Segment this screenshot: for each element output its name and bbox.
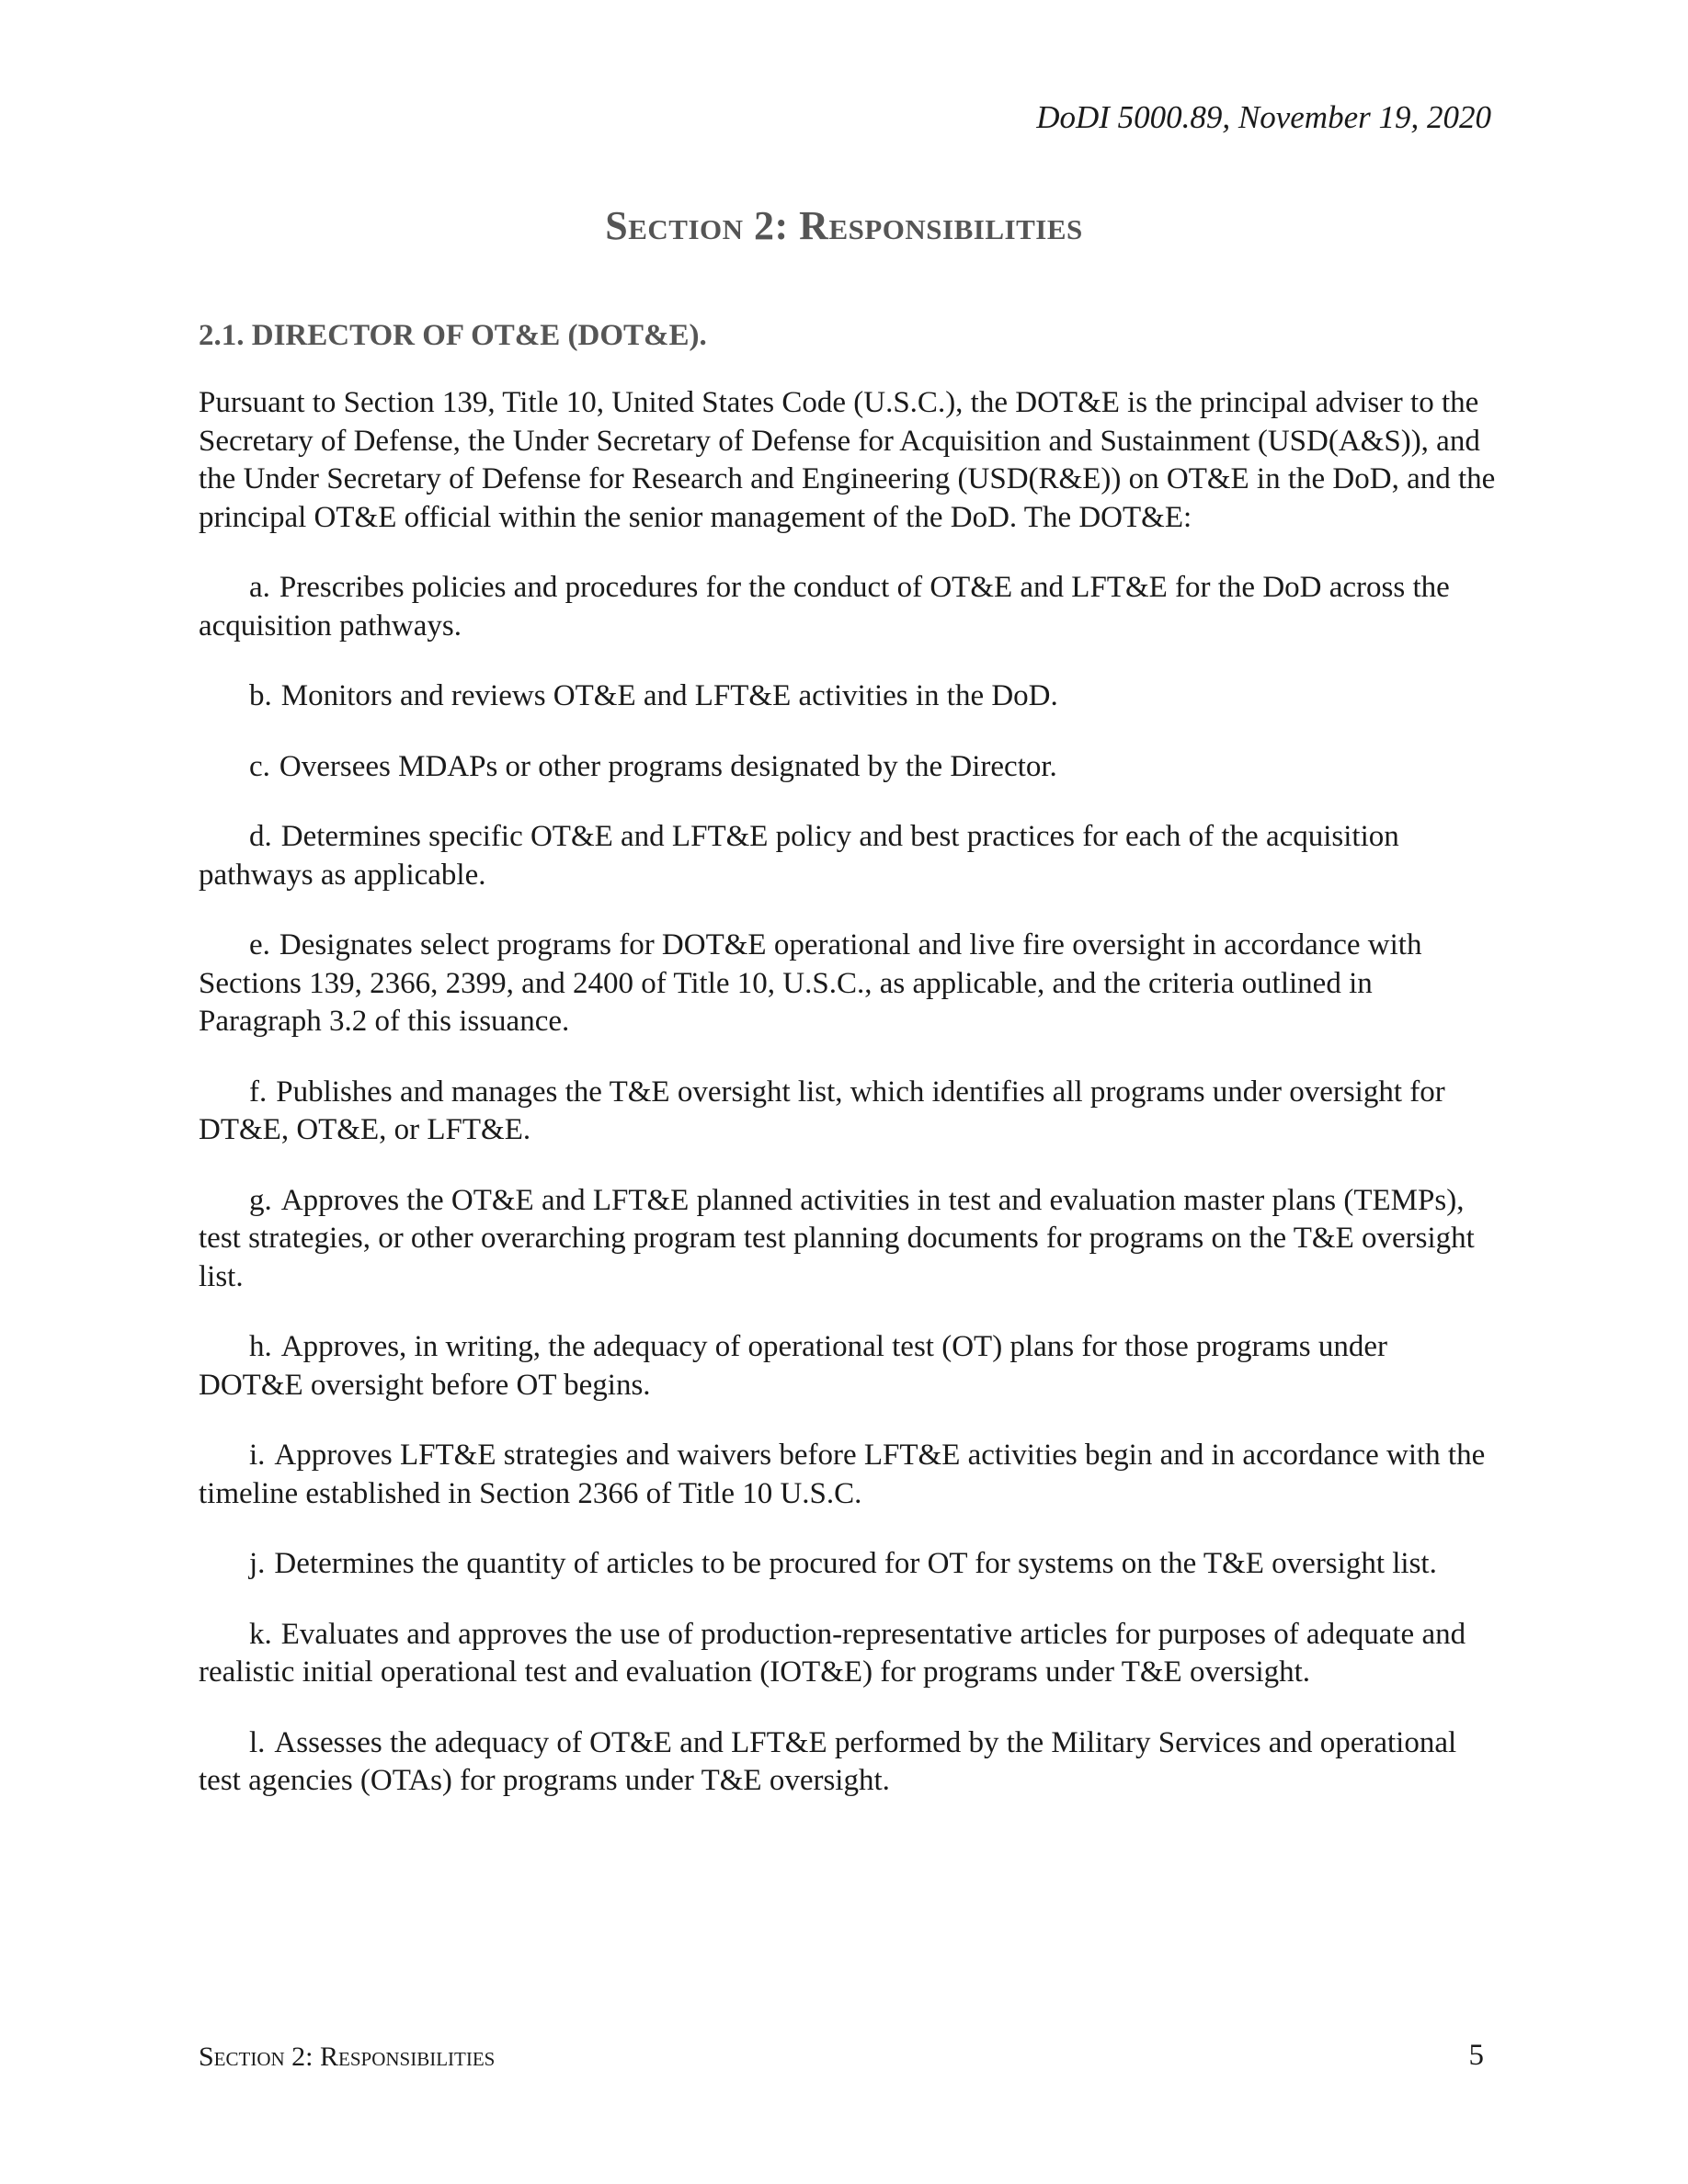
list-item [199,818,1497,894]
list-item [199,1074,1497,1150]
list-item [199,677,1497,716]
list-item-text: Publishes and manages the T&E oversight list, which identifies all programs under oversight for DT&E, OT&E, or LFT&E. [199,1075,1445,1146]
list-item-letter: h. [249,1330,272,1363]
list-item [199,927,1497,1041]
intro-paragraph: Pursuant to Section 139, Title 10, United States Code (U.S.C.), the DOT&E is the principal adviser to the Secretary of Defense, the Under Secretary of Defense for Acquisition and Sustainment (USD(A&S)), and the Under Secretary of Defense for Research and Engineering (USD(R&E)) on OT&E in the DoD, and the principal OT&E official within the senior management of the DoD. The DOT&E: [199,386,1496,534]
list-item-text: Oversees MDAPs or other programs designated by the Director. [279,749,1057,783]
list-item-letter: b. [249,679,272,712]
body-content [199,384,1497,1833]
list-item-letter: d. [249,820,272,853]
subsection-heading: 2.1. DIRECTOR OF OT&E (DOT&E). [199,319,707,352]
list-item-text: Designates select programs for DOT&E operational and live fire oversight in accordance with Sections 139, 2366, 2399, and 2400 of Title 10, U.S.C., as applicable, and the criteria outlined in Paragraph 3.2 of this issuance. [199,928,1422,1038]
list-item-text: Approves the OT&E and LFT&E planned activities in test and evaluation master plans (TEMPs), test strategies, or other overarching program test planning documents for programs on the T&E oversight list. [199,1183,1475,1293]
list-item-text: Prescribes policies and procedures for the conduct of OT&E and LFT&E for the DoD across the acquisition pathways. [199,571,1450,643]
list-item [199,1437,1497,1513]
list-item-letter: e. [249,928,270,961]
list-item-letter: g. [249,1183,272,1217]
list-item-letter: l. [249,1725,266,1759]
running-header: DoDI 5000.89, November 19, 2020 [1036,99,1491,135]
list-item-letter: f. [249,1075,268,1109]
page-number: 5 [1468,2039,1484,2072]
list-item [199,1616,1497,1692]
running-footer: Section 2: Responsibilities [199,2042,496,2072]
list-item-letter: k. [249,1617,272,1651]
list-item-text: Assesses the adequacy of OT&E and LFT&E performed by the Military Services and operational test agencies (OTAs) for programs under T&E oversight. [199,1725,1457,1797]
list-item-letter: j. [249,1547,266,1580]
responsibility-list [199,569,1497,1801]
list-item-text: Approves, in writing, the adequacy of operational test (OT) plans for those programs under DOT&E oversight before OT begins. [199,1330,1387,1402]
list-item-letter: c. [249,749,270,783]
section-title: Section 2: Responsibilities [605,203,1083,248]
list-item [199,569,1497,645]
list-item-text: Determines specific OT&E and LFT&E policy and best practices for each of the acquisition pathways as applicable. [199,820,1399,892]
list-item-letter: a. [249,571,270,604]
list-item-text: Monitors and reviews OT&E and LFT&E activities in the DoD. [280,679,1058,712]
list-item [199,1182,1497,1297]
list-item-text: Determines the quantity of articles to be procured for OT for systems on the T&E oversight list. [274,1547,1437,1580]
list-item-letter: i. [249,1439,266,1472]
list-item-text: Approves LFT&E strategies and waivers before LFT&E activities begin and in accordance with the timeline established in Section 2366 of Title 10 U.S.C. [199,1439,1486,1510]
list-item [199,1724,1497,1801]
list-item [199,1328,1497,1405]
list-item [199,1545,1497,1584]
list-item-text: Evaluates and approves the use of production-representative articles for purposes of adequate and realistic initial operational test and evaluation (IOT&E) for programs under T&E oversight. [199,1617,1466,1689]
list-item [199,748,1497,787]
